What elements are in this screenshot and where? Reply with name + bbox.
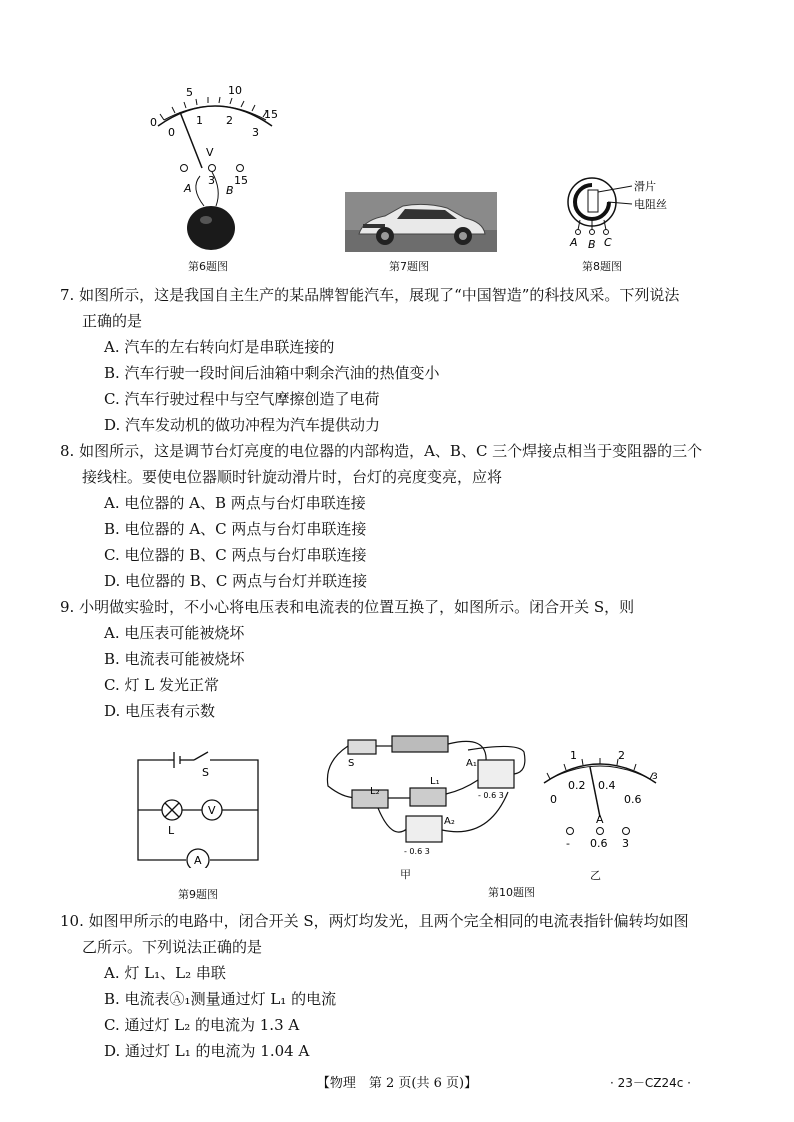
circuit-10-physical — [318, 732, 533, 862]
fig6-v-symbol: V — [206, 146, 214, 159]
voltmeter-fruit-diagram — [140, 78, 290, 258]
fig10-dial-top-1: 1 — [570, 749, 577, 762]
q10-option-d: D. 通过灯 L₁ 的电流为 1.04 A — [104, 1042, 310, 1060]
fig10-sub-b-label: 乙 — [590, 869, 601, 882]
circuit-9 — [128, 748, 268, 868]
fig8-point-a: A — [570, 236, 578, 249]
q9-option-b: B. 电流表可能被烧坏 — [104, 650, 245, 668]
fig10-sub-a-label: 甲 — [400, 868, 411, 881]
figure-10b — [530, 745, 670, 883]
fig8-caption: 第8题图 — [582, 260, 622, 273]
fig6-top-15: 15 — [264, 108, 278, 121]
fig8-label-slider: 滑片 — [634, 180, 656, 193]
fig6-caption: 第6题图 — [188, 260, 228, 273]
q10-option-c: C. 通过灯 L₂ 的电流为 1.3 A — [104, 1016, 300, 1034]
fig9-lamp-label: L — [168, 824, 175, 837]
figure-6 — [140, 78, 290, 273]
footer-code: · 23－CZ24c · — [610, 1076, 691, 1090]
q9-stem-line1: 9. 小明做实验时，不小心将电压表和电流表的位置互换了，如图所示。闭合开关 S，则 — [60, 598, 635, 616]
fig10-meter2-label: A₂ — [444, 816, 455, 827]
fig6-terminal-3: 3 — [208, 174, 215, 187]
fig6-terminal-15: 15 — [234, 174, 248, 187]
footer-page-number: 【物理 第 2 页(共 6 页)】 — [316, 1076, 478, 1091]
fig10-dial-bottom-02: 0.2 — [568, 779, 586, 792]
fig10-dial-bottom-06: 0.6 — [624, 793, 642, 806]
figure-10a — [318, 732, 533, 882]
q7-option-c: C. 汽车行驶过程中与空气摩擦创造了电荷 — [104, 390, 380, 408]
potentiometer-diagram — [560, 172, 680, 252]
fig10-dial-symbol: A — [596, 813, 604, 826]
fig10-dial-top-2: 2 — [618, 749, 625, 762]
figure-7 — [345, 192, 500, 274]
fig6-bottom-1: 1 — [196, 114, 203, 127]
q8-stem-line1: 8. 如图所示，这是调节台灯亮度的电位器的内部构造，A、B、C 三个焊接点相当于变阻器的三个 — [60, 442, 703, 460]
q7-option-d: D. 汽车发动机的做功冲程为汽车提供动力 — [104, 416, 381, 434]
fig10-dial-terminal-06: 0.6 — [590, 837, 608, 850]
fig6-bottom-3: 3 — [252, 126, 259, 139]
fig10-lamp1-label: L₁ — [430, 776, 440, 787]
figure-8 — [560, 172, 680, 274]
q9-option-a: A. 电压表可能被烧坏 — [104, 624, 245, 642]
fig10-caption: 第10题图 — [488, 886, 535, 899]
figure-9 — [128, 748, 268, 901]
q8-option-b: B. 电位器的 A、C 两点与台灯串联连接 — [104, 520, 367, 538]
fig6-top-0: 0 — [150, 116, 157, 129]
q7-option-a: A. 汽车的左右转向灯是串联连接的 — [104, 338, 335, 356]
fig10-dial-terminal-neg: - — [566, 837, 570, 850]
fig10-lamp2-label: L₂ — [370, 786, 380, 797]
fig6-wire-a: A — [184, 182, 192, 195]
fig6-wire-b: B — [226, 184, 234, 197]
q8-option-c: C. 电位器的 B、C 两点与台灯串联连接 — [104, 546, 367, 564]
ammeter-dial — [530, 745, 670, 855]
fig10-dial-bottom-04: 0.4 — [598, 779, 616, 792]
fig6-bottom-2: 2 — [226, 114, 233, 127]
q7-option-b: B. 汽车行驶一段时间后油箱中剩余汽油的热值变小 — [104, 364, 440, 382]
fig10-dial-bottom-0: 0 — [550, 793, 557, 806]
fig10-meter2-terminals: - 0.6 3 — [404, 847, 430, 856]
fig6-top-10: 10 — [228, 84, 242, 97]
fig9-caption: 第9题图 — [178, 888, 218, 901]
q10-stem-line2: 乙所示。下列说法正确的是 — [82, 938, 263, 956]
fig10-dial-terminal-3: 3 — [622, 837, 629, 850]
fig10-switch-label: S — [348, 758, 355, 769]
fruit-battery — [187, 206, 235, 250]
q10-option-b: B. 电流表Ⓐ₁测量通过灯 L₁ 的电流 — [104, 990, 337, 1008]
fig8-point-c: C — [604, 236, 612, 249]
q7-stem-line2: 正确的是 — [82, 312, 143, 330]
q9-option-d: D. 电压表有示数 — [104, 702, 216, 720]
car-photo — [345, 192, 497, 252]
fig9-voltmeter-label: V — [208, 804, 216, 817]
fig9-ammeter-label: A — [194, 854, 202, 867]
fig7-caption: 第7题图 — [389, 260, 429, 273]
q10-stem-line1: 10. 如图甲所示的电路中，闭合开关 S，两灯均发光，且两个完全相同的电流表指针偏转均如图 — [60, 912, 689, 930]
fig10-meter1-terminals: - 0.6 3 — [478, 791, 504, 800]
fig8-point-b: B — [588, 238, 596, 251]
fig6-top-5: 5 — [186, 86, 193, 99]
fig10-dial-top-3: 3 — [652, 772, 658, 782]
q10-option-a: A. 灯 L₁、L₂ 串联 — [104, 964, 226, 982]
fig8-label-wire: 电阻丝 — [634, 198, 667, 211]
fig10-meter1-label: A₁ — [466, 758, 477, 769]
fig6-bottom-0: 0 — [168, 126, 175, 139]
fig9-switch-label: S — [202, 766, 209, 779]
q8-option-d: D. 电位器的 B、C 两点与台灯并联连接 — [104, 572, 368, 590]
q8-option-a: A. 电位器的 A、B 两点与台灯串联连接 — [104, 494, 366, 512]
q9-option-c: C. 灯 L 发光正常 — [104, 676, 219, 694]
q7-stem-line1: 7. 如图所示，这是我国自主生产的某品牌智能汽车，展现了“中国智造”的科技风采。下列说法 — [60, 286, 680, 304]
q8-stem-line2: 接线柱。要使电位器顺时针旋动滑片时，台灯的亮度变亮，应将 — [82, 468, 503, 486]
